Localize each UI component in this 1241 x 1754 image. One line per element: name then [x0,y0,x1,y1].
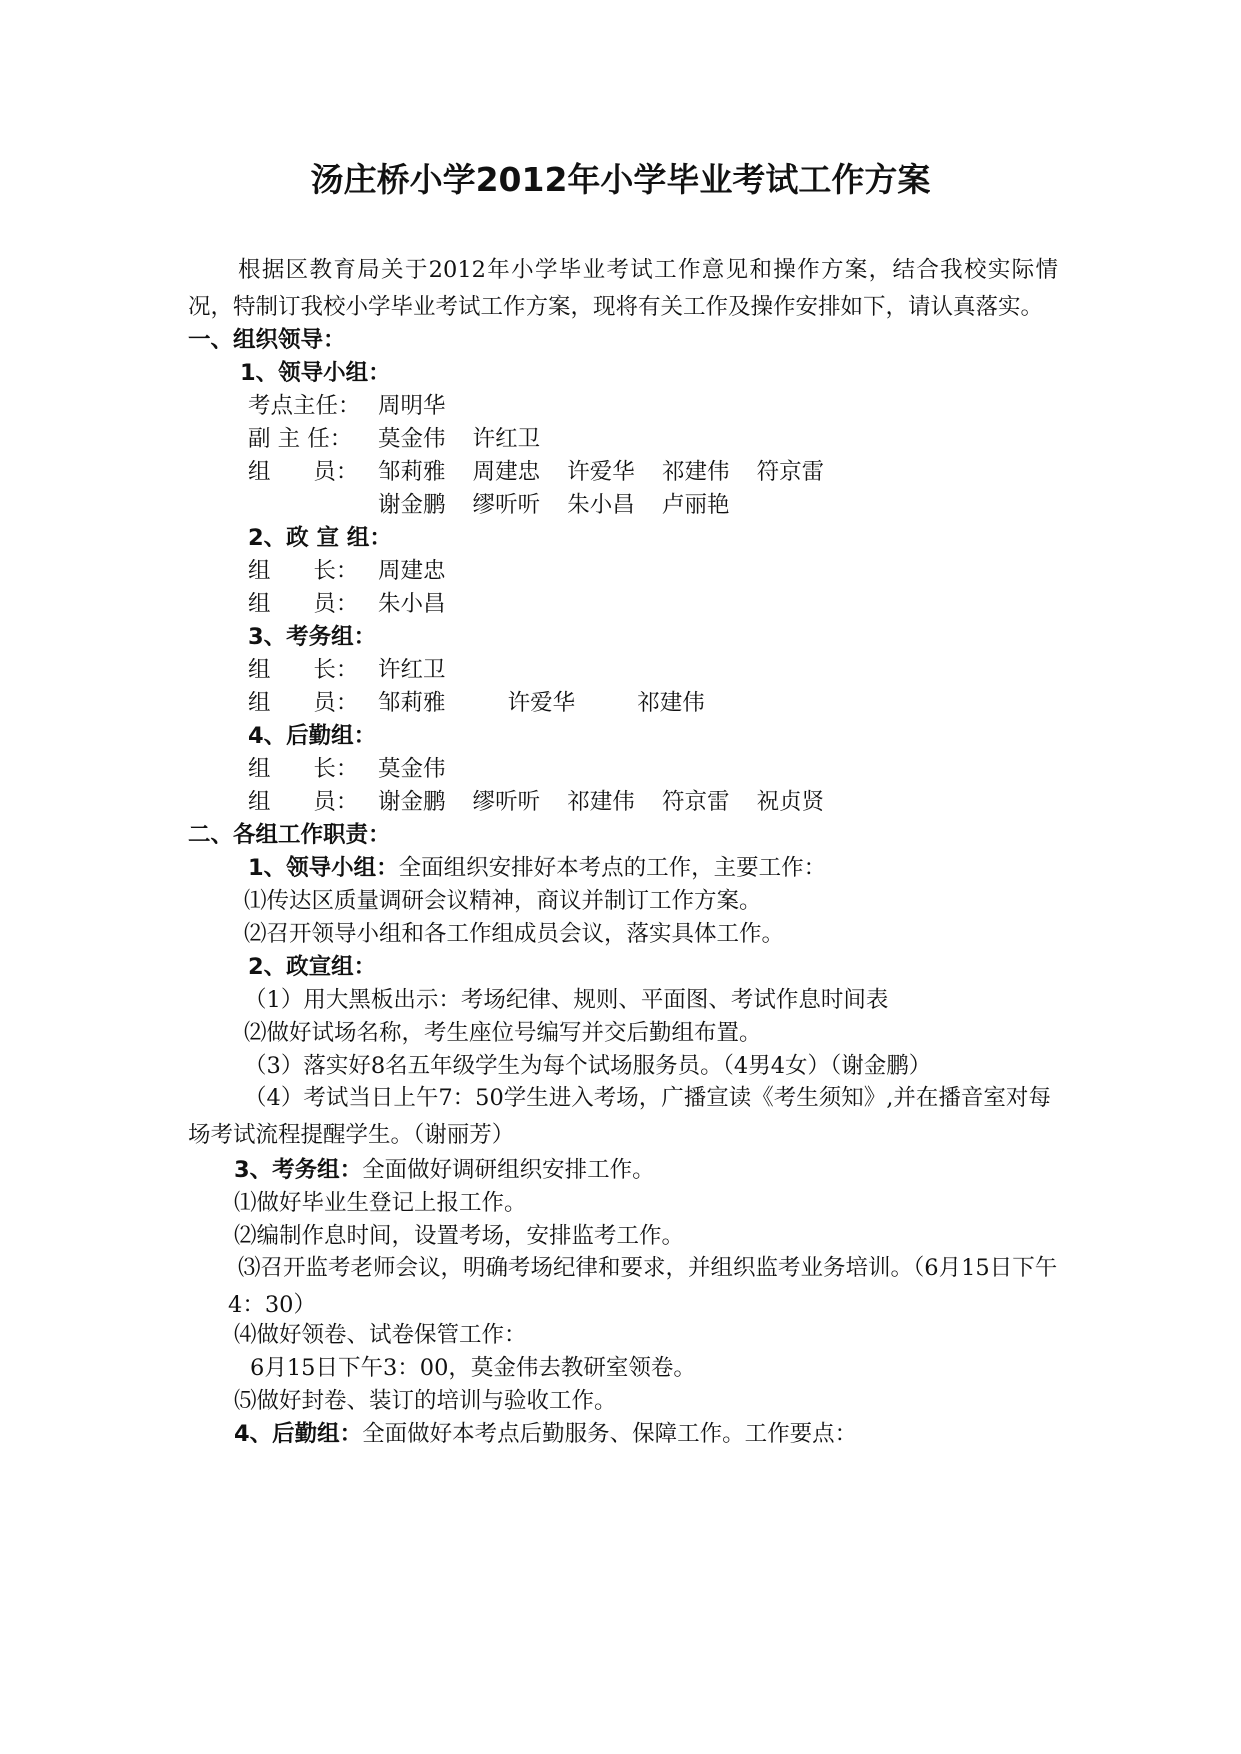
document-title: 汤庄桥小学2012年小学毕业考试工作方案 [310,160,931,199]
publicity-leader-row [248,556,446,586]
duty-publicity-item: ⑵做好试场名称，考生座位号编写并交后勤组布置。 [244,1020,762,1046]
director-row [248,391,446,421]
duty-exam-item: ⑶召开监考老师会议，明确考场纪律和要求，并组织监考业务培训。（6月15日下午4：30） [228,1255,1058,1318]
duty-exam-item: ⑸做好封卷、装订的培训与验收工作。 [234,1388,617,1414]
deputy-label: 副 主 任： [248,426,353,452]
deputy-names: 莫金伟 许红卫 [378,426,541,452]
logistics-leader-label: 组 长： [248,756,359,782]
leaders-members-row [248,457,824,487]
logistics-leader-row [248,754,446,784]
duty-publicity-item: （4）考试当日上午7：50学生进入考场，广播宣读《考生须知》,并在播音室对每场考试流程提醒学生。（谢丽芳） [188,1085,1051,1148]
exam-leader: 许红卫 [378,657,446,683]
duty-leaders-text: 全面组织安排好本考点的工作，主要工作： [398,855,827,881]
section2-heading: 二、各组工作职责： [188,822,391,848]
exam-members: 邹莉雅 许爱华 祁建伟 [378,690,705,716]
duty-exam-item: 6月15日下午3：00，莫金伟去教研室领卷。 [250,1355,696,1381]
duty-exam-heading: 3、考务组： [234,1157,363,1183]
duty-exam-row [234,1155,655,1185]
exam-members-row [248,688,705,718]
exam-leader-row [248,655,446,685]
logistics-leader: 莫金伟 [378,756,446,782]
logistics-members-label: 组 员： [248,789,359,815]
duty-publicity-item: （3）落实好8名五年级学生为每个试场服务员。（4男4女）（谢金鹏） [244,1053,932,1079]
logistics-members: 谢金鹏 缪听听 祁建伟 符京雷 祝贞贤 [378,789,825,815]
publicity-members: 朱小昌 [378,591,446,617]
duty-exam-text: 全面做好调研组织安排工作。 [362,1157,655,1183]
duty-leaders-row [248,853,826,883]
publicity-leader: 周建忠 [378,558,446,584]
duty-logistics-heading: 4、后勤组： [234,1421,363,1447]
leaders-heading: 1、领导小组： [240,360,391,386]
leaders-members-line2: 谢金鹏 缪听听 朱小昌 卢丽艳 [378,492,730,518]
exam-leader-label: 组 长： [248,657,359,683]
duty-leaders-item: ⑴传达区质量调研会议精神，商议并制订工作方案。 [244,888,762,914]
section1-heading: 一、组织领导： [188,327,346,353]
publicity-members-label: 组 员： [248,591,359,617]
duty-logistics-text: 全面做好本考点后勤服务、保障工作。工作要点： [362,1421,858,1447]
duty-logistics-row [234,1419,857,1449]
duty-publicity-item: （1）用大黑板出示：考场纪律、规则、平面图、考试作息时间表 [244,987,889,1013]
leaders-members-label: 组 员： [248,459,359,485]
leaders-members-line1: 邹莉雅 周建忠 许爱华 祁建伟 符京雷 [378,459,825,485]
duty-publicity-heading: 2、政宣组： [248,954,377,980]
intro-paragraph: 根据区教育局关于2012年小学毕业考试工作意见和操作方案，结合我校实际情况，特制订我校小学毕业考试工作方案，现将有关工作及操作安排如下，请认真落实。 [188,257,1058,320]
duty-exam-item: ⑴做好毕业生登记上报工作。 [234,1190,527,1216]
duty-leaders-item: ⑵召开领导小组和各工作组成员会议，落实具体工作。 [244,921,785,947]
duty-leaders-heading: 1、领导小组： [248,855,399,881]
publicity-leader-label: 组 长： [248,558,359,584]
director-name: 周明华 [378,393,446,419]
publicity-members-row [248,589,446,619]
deputy-row [248,424,540,454]
director-label: 考点主任： [248,393,361,419]
duty-exam-item: ⑷做好领卷、试卷保管工作： [234,1322,527,1348]
logistics-heading: 4、后勤组： [248,723,377,749]
publicity-heading: 2、政 宣 组： [248,525,392,551]
exam-members-label: 组 员： [248,690,359,716]
logistics-members-row [248,787,824,817]
duty-exam-item: ⑵编制作息时间，设置考场，安排监考工作。 [234,1223,685,1249]
exam-heading: 3、考务组： [248,624,377,650]
